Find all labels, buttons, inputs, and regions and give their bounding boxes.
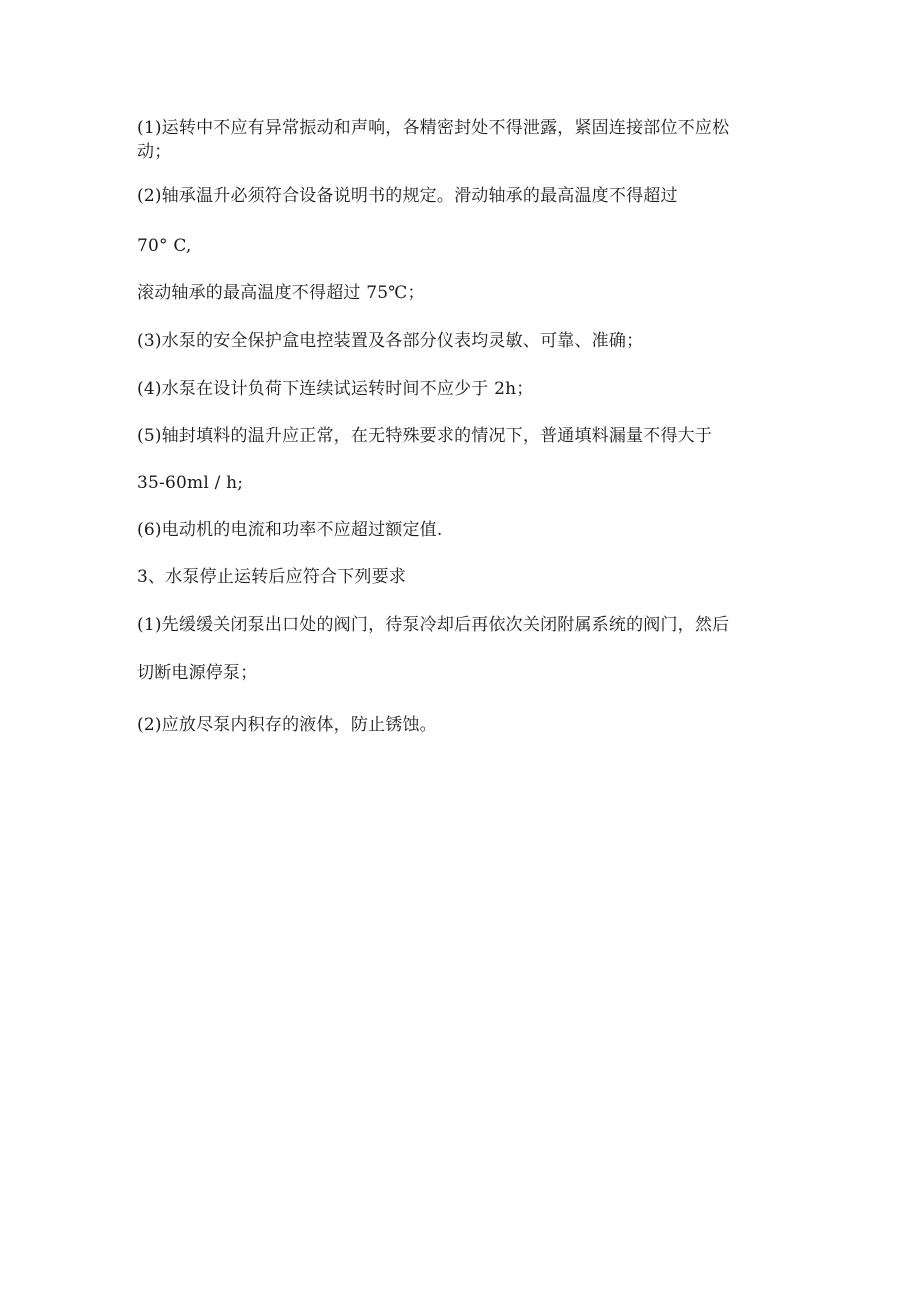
item-1-running-requirements: (1)运转中不应有异常振动和声响，各精密封处不得泄露，紧固连接部位不应松 [137, 118, 730, 138]
item-6-motor-current-power: (6)电动机的电流和功率不应超过额定值. [137, 520, 443, 540]
item-1-continuation: 动； [137, 142, 172, 162]
section-3-heading: 3、水泵停止运转后应符合下列要求 [137, 567, 407, 587]
stop-item-2-drain-liquid: (2)应放尽泵内积存的液体，防止锈蚀。 [137, 715, 437, 735]
item-2-rolling-bearing-limit: 滚动轴承的最高温度不得超过 75℃； [137, 283, 425, 303]
stop-item-1-continuation: 切断电源停泵； [137, 663, 258, 683]
item-5-leakage-limit: 35-60ml / h; [137, 473, 244, 493]
item-5-shaft-seal-packing: (5)轴封填料的温升应正常，在无特殊要求的情况下，普通填料漏量不得大于 [137, 426, 713, 446]
item-4-continuous-run-time: (4)水泵在设计负荷下连续试运转时间不应少于 2h； [137, 379, 534, 399]
item-2-bearing-temperature: (2)轴承温升必须符合设备说明书的规定。滑动轴承的最高温度不得超过 [137, 186, 678, 206]
stop-item-1-close-valves: (1)先缓缓关闭泵出口处的阀门，待泵冷却后再依次关闭附属系统的阀门，然后 [137, 615, 730, 635]
item-2-sliding-bearing-limit: 70° C, [137, 236, 192, 256]
item-3-protection-instruments: (3)水泵的安全保护盒电控装置及各部分仪表均灵敏、可靠、准确； [137, 331, 644, 351]
